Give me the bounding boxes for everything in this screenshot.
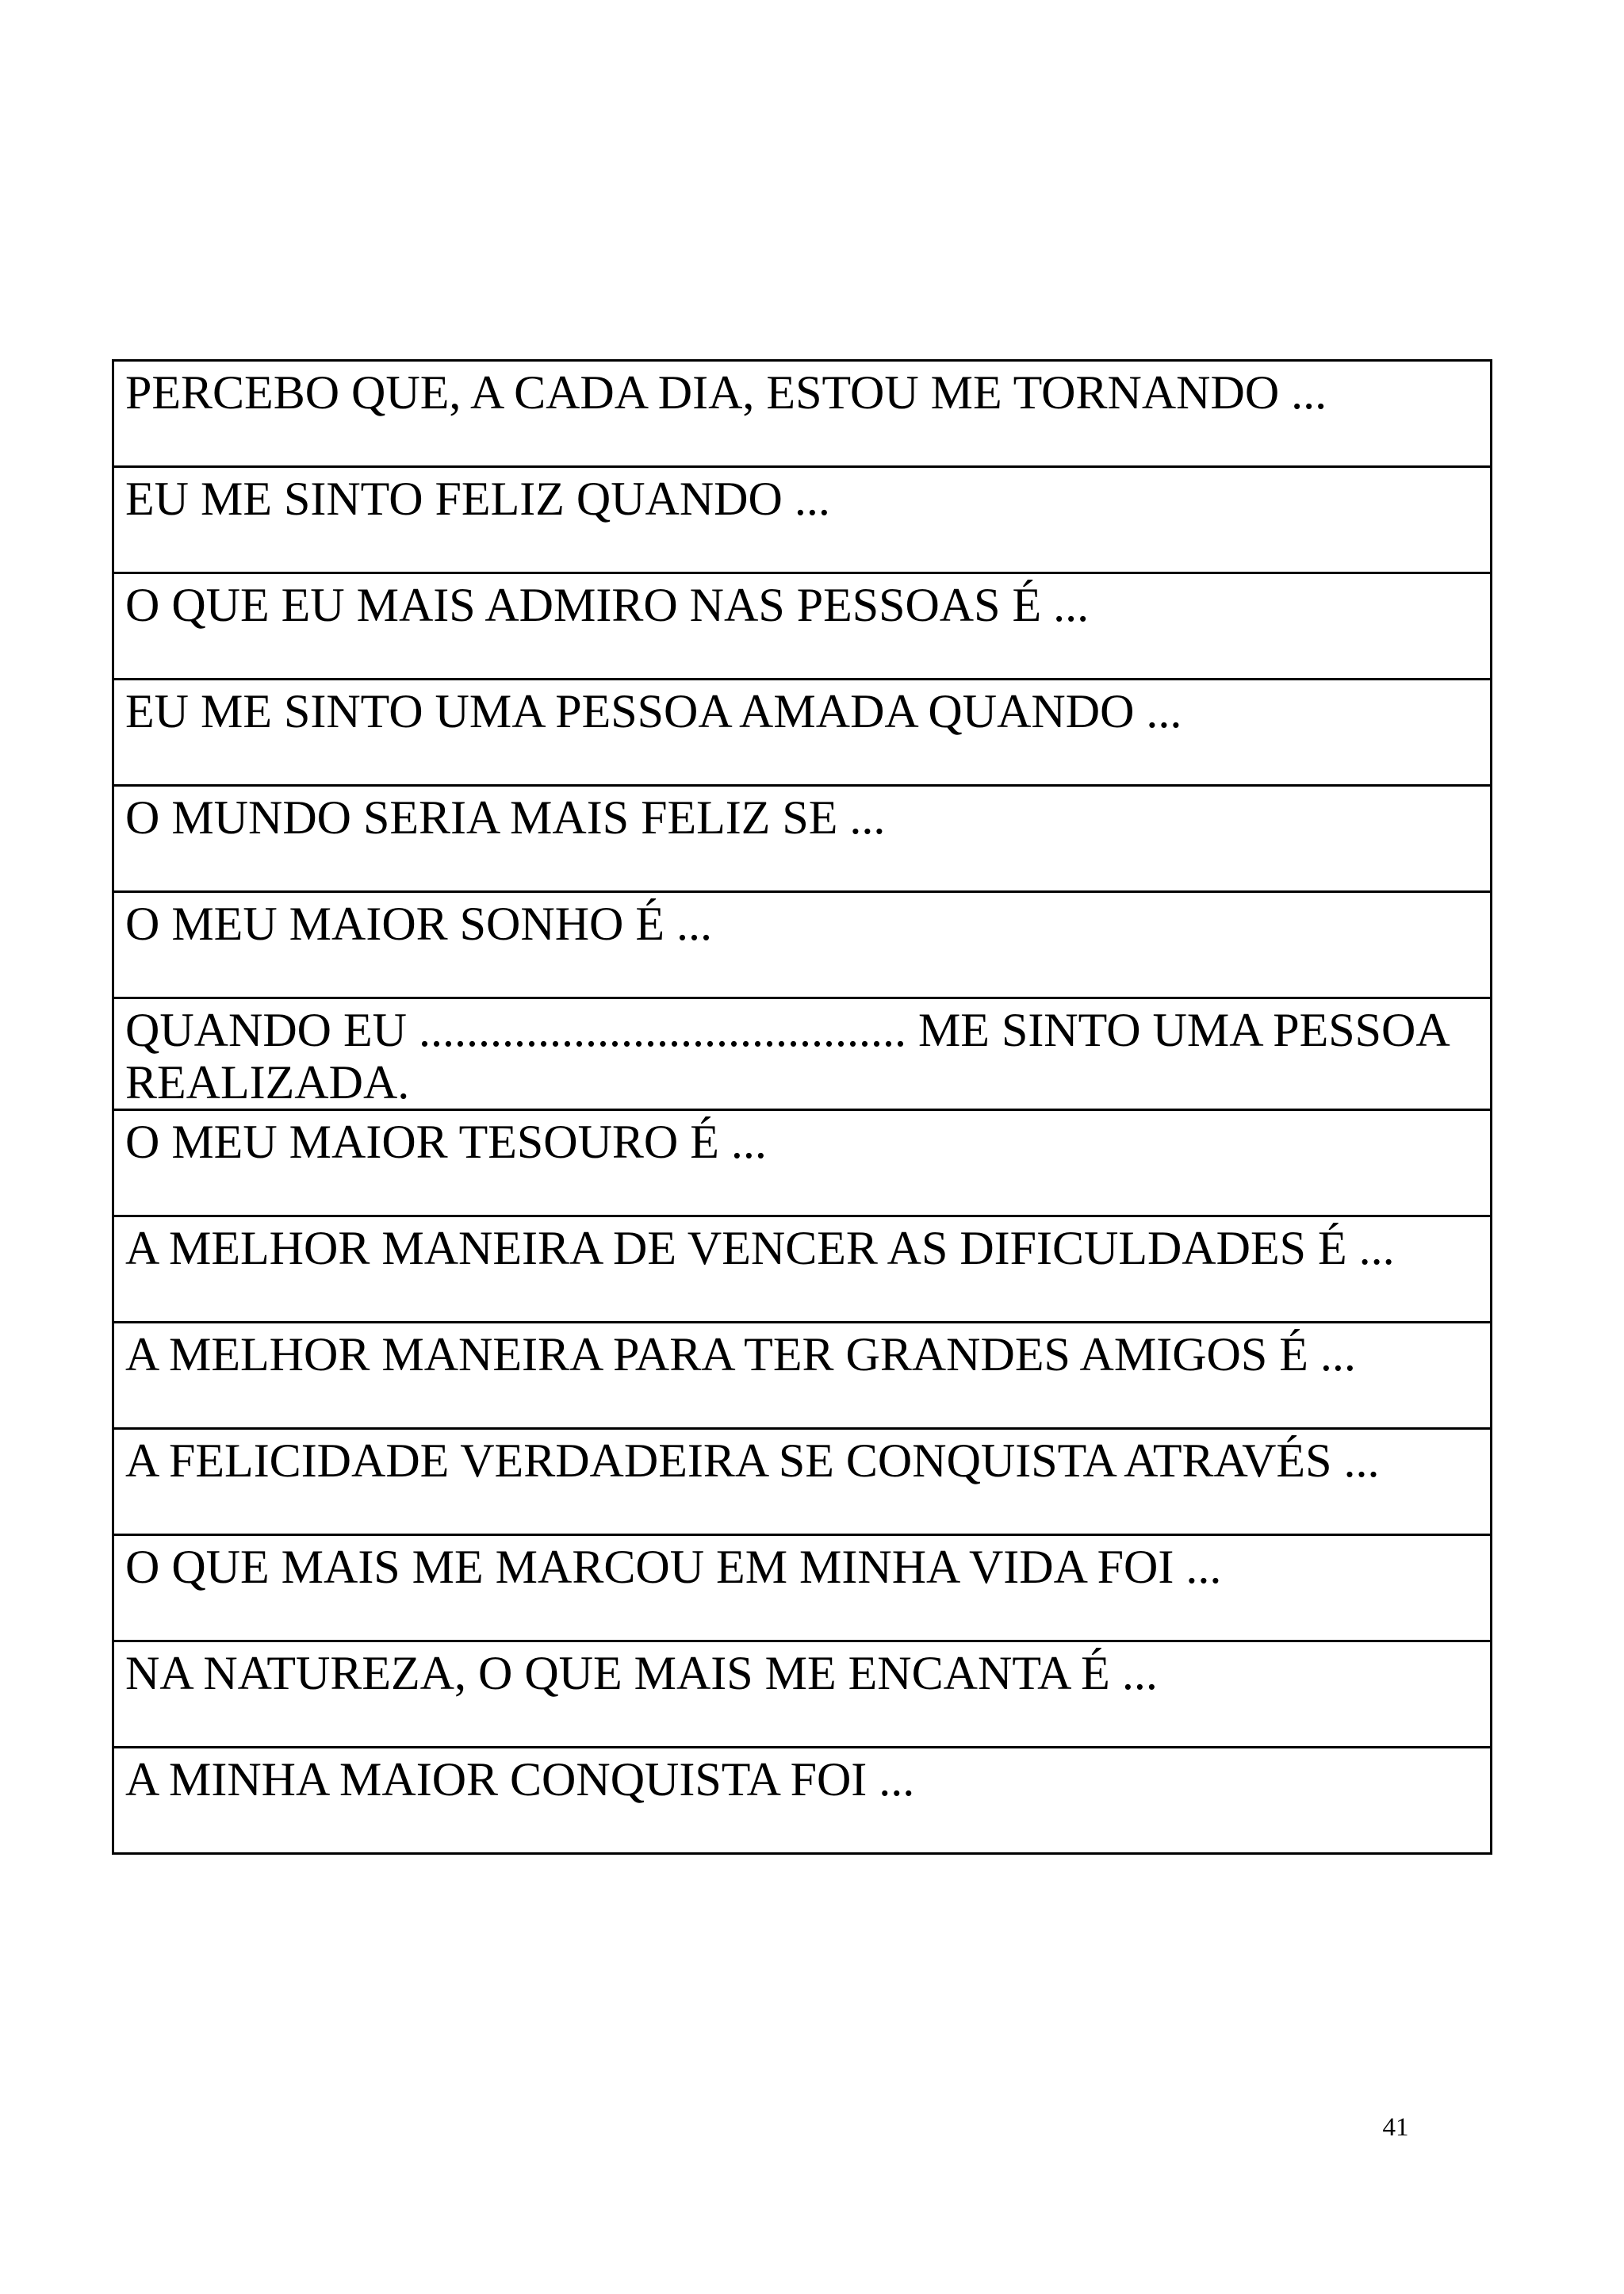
table-row bbox=[113, 361, 1492, 467]
page-number: 41 bbox=[1382, 2113, 1409, 2142]
table-row bbox=[113, 680, 1492, 786]
table-cell: A MINHA MAIOR CONQUISTA FOI ... bbox=[113, 1748, 1492, 1854]
table-row bbox=[113, 573, 1492, 680]
sentence-completion-table bbox=[112, 359, 1492, 1855]
table-cell: O QUE MAIS ME MARCOU EM MINHA VIDA FOI ... bbox=[113, 1535, 1492, 1641]
table-row bbox=[113, 467, 1492, 573]
table-row bbox=[113, 1429, 1492, 1535]
table-cell: O MUNDO SERIA MAIS FELIZ SE ... bbox=[113, 786, 1492, 892]
table-cell: EU ME SINTO FELIZ QUANDO ... bbox=[113, 467, 1492, 573]
table-cell: A MELHOR MANEIRA DE VENCER AS DIFICULDADES É ... bbox=[113, 1216, 1492, 1323]
table-cell: A FELICIDADE VERDADEIRA SE CONQUISTA ATRAVÉS ... bbox=[113, 1429, 1492, 1535]
table-row bbox=[113, 1323, 1492, 1429]
table-cell: A MELHOR MANEIRA PARA TER GRANDES AMIGOS É ... bbox=[113, 1323, 1492, 1429]
table-row bbox=[113, 1748, 1492, 1854]
table-row bbox=[113, 1110, 1492, 1216]
table-cell: O QUE EU MAIS ADMIRO NAS PESSOAS É ... bbox=[113, 573, 1492, 680]
table-row bbox=[113, 892, 1492, 998]
table-cell: NA NATUREZA, O QUE MAIS ME ENCANTA É ... bbox=[113, 1641, 1492, 1748]
table-row bbox=[113, 786, 1492, 892]
table-row bbox=[113, 1216, 1492, 1323]
table-cell: QUANDO EU ......................................... ME SINTO UMA PESSOA REALIZADA. bbox=[113, 998, 1492, 1110]
table-row bbox=[113, 998, 1492, 1110]
table-cell: EU ME SINTO UMA PESSOA AMADA QUANDO ... bbox=[113, 680, 1492, 786]
table-cell: O MEU MAIOR TESOURO É ... bbox=[113, 1110, 1492, 1216]
table-row bbox=[113, 1641, 1492, 1748]
table-cell: PERCEBO QUE, A CADA DIA, ESTOU ME TORNANDO ... bbox=[113, 361, 1492, 467]
table-row bbox=[113, 1535, 1492, 1641]
table-cell: O MEU MAIOR SONHO É ... bbox=[113, 892, 1492, 998]
